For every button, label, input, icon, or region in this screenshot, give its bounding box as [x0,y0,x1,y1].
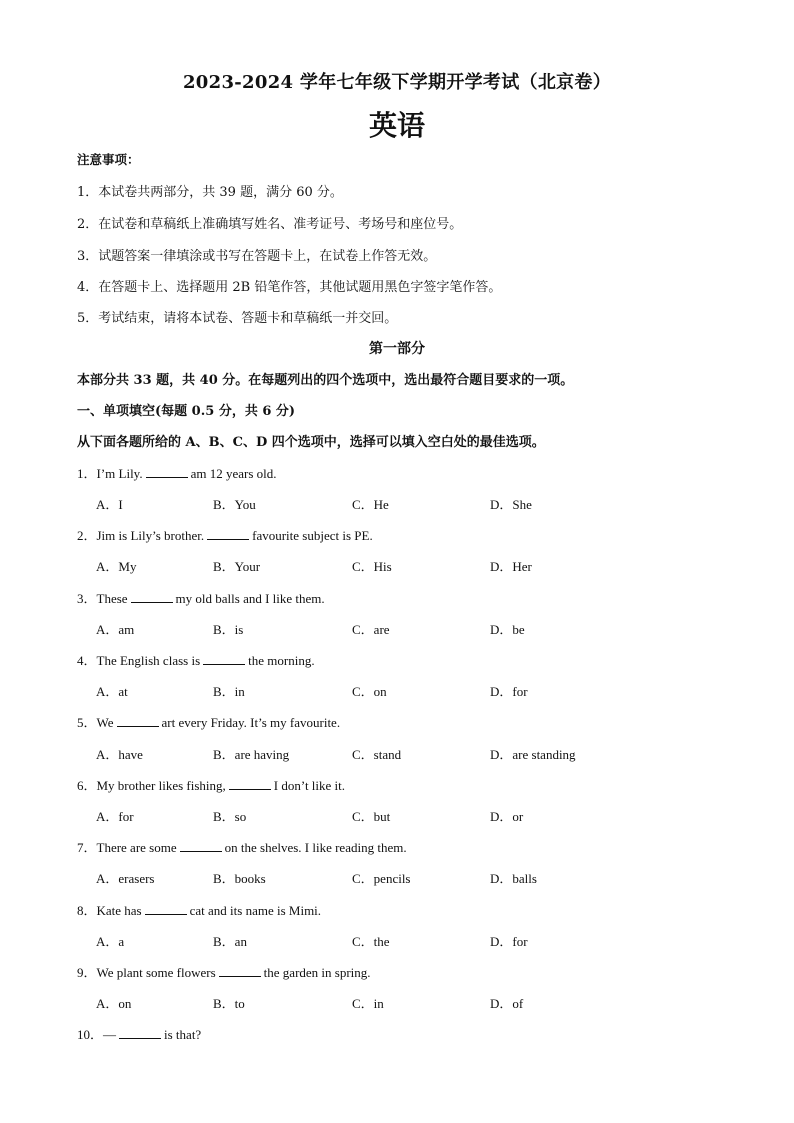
question-text: cat and its name is Mimi. [189,903,322,918]
answer-blank [131,590,173,603]
question-text: 4．The English class is [77,653,201,668]
option-c: C．the [352,934,390,949]
section-title: 一、单项填空(每题 0.5 分，共 6 分) [77,404,296,419]
option-b: B．to [213,996,245,1011]
question-text: 3．These [77,591,128,606]
option-d: D．for [490,934,528,949]
option-d: D．balls [490,871,537,886]
answer-blank [203,652,245,665]
question-2 [77,525,373,544]
option-b: B．are having [213,747,290,762]
note-item: 4．在答题卡上、选择题用 2B 铅笔作答，其他试题用黑色字签字笔作答。 [77,280,502,295]
option-d: D．for [490,684,528,699]
option-b: B．an [213,934,247,949]
question-text: 9．We plant some flowers [77,965,216,980]
question-text: on the shelves. I like reading them. [224,840,407,855]
part-one-title: 第一部分 [369,341,425,357]
question-3 [77,588,325,607]
note-item: 2．在试卷和草稿纸上准确填写姓名、准考证号、考场号和座位号。 [77,217,463,232]
option-c: C．on [352,684,387,699]
option-b: B．in [213,684,245,699]
option-a: A．erasers [96,871,155,886]
question-text: am 12 years old. [190,466,277,481]
option-a: A．I [96,497,123,512]
option-a: A．at [96,684,128,699]
subject-title: 英语 [368,109,425,142]
question-9 [77,962,371,981]
answer-blank [119,1026,161,1039]
option-c: C．stand [352,747,402,762]
question-text: 7．There are some [77,840,177,855]
answer-blank [145,902,187,915]
question-text: 2．Jim is Lily’s brother. [77,528,205,543]
option-a: A．a [96,934,125,949]
section-instruction: 从下面各题所给的 A、B、C、D 四个选项中，选择可以填入空白处的最佳选项。 [77,435,545,450]
answer-blank [180,839,222,852]
answer-blank [146,465,188,478]
answer-blank [219,964,261,977]
notes-heading: 注意事项： [77,152,140,167]
question-text: the garden in spring. [263,965,371,980]
option-b: B．Your [213,559,261,574]
answer-blank [117,714,159,727]
question-5 [77,712,340,731]
option-d: D．She [490,497,532,512]
note-item: 5．考试结束，请将本试卷、答题卡和草稿纸一并交回。 [77,311,398,326]
option-a: A．have [96,747,143,762]
question-text: my old balls and I like them. [175,591,325,606]
option-c: C．in [352,996,384,1011]
question-text: art every Friday. It’s my favourite. [161,715,341,730]
option-b: B．books [213,871,266,886]
question-text: 1．I’m Lily. [77,466,143,481]
option-c: C．pencils [352,871,411,886]
question-8 [77,900,321,919]
option-a: A．am [96,622,135,637]
question-4 [77,650,315,669]
question-text: favourite subject is PE. [252,528,373,543]
option-a: A．for [96,809,134,824]
option-b: B．is [213,622,244,637]
question-text: I don’t like it. [273,778,346,793]
option-d: D．or [490,809,524,824]
question-text: 6．My brother likes fishing, [77,778,226,793]
question-text: 8．Kate has [77,903,142,918]
option-c: C．His [352,559,392,574]
question-text: the morning. [248,653,315,668]
option-d: D．are standing [490,747,576,762]
question-10 [77,1024,201,1043]
exam-title: 2023-2024 学年七年级下学期开学考试（北京卷） [182,72,612,93]
question-1 [77,463,277,482]
note-item: 3．试题答案一律填涂或书写在答题卡上，在试卷上作答无效。 [77,249,437,264]
question-7 [77,837,407,856]
option-a: A．on [96,996,132,1011]
answer-blank [229,777,271,790]
option-d: D．be [490,622,525,637]
option-c: C．are [352,622,390,637]
answer-blank [207,527,249,540]
option-b: B．so [213,809,247,824]
question-text: 10．— [77,1027,117,1042]
note-item: 1．本试卷共两部分，共 39 题，满分 60 分。 [77,185,343,200]
option-c: C．He [352,497,389,512]
option-d: D．Her [490,559,532,574]
part-intro: 本部分共 33 题，共 40 分。在每题列出的四个选项中，选出最符合题目要求的一项。 [77,373,574,388]
question-text: 5．We [77,715,114,730]
question-6 [77,775,345,794]
option-c: C．but [352,809,391,824]
option-b: B．You [213,497,256,512]
option-a: A．My [96,559,137,574]
option-d: D．of [490,996,524,1011]
question-text: is that? [164,1027,202,1042]
